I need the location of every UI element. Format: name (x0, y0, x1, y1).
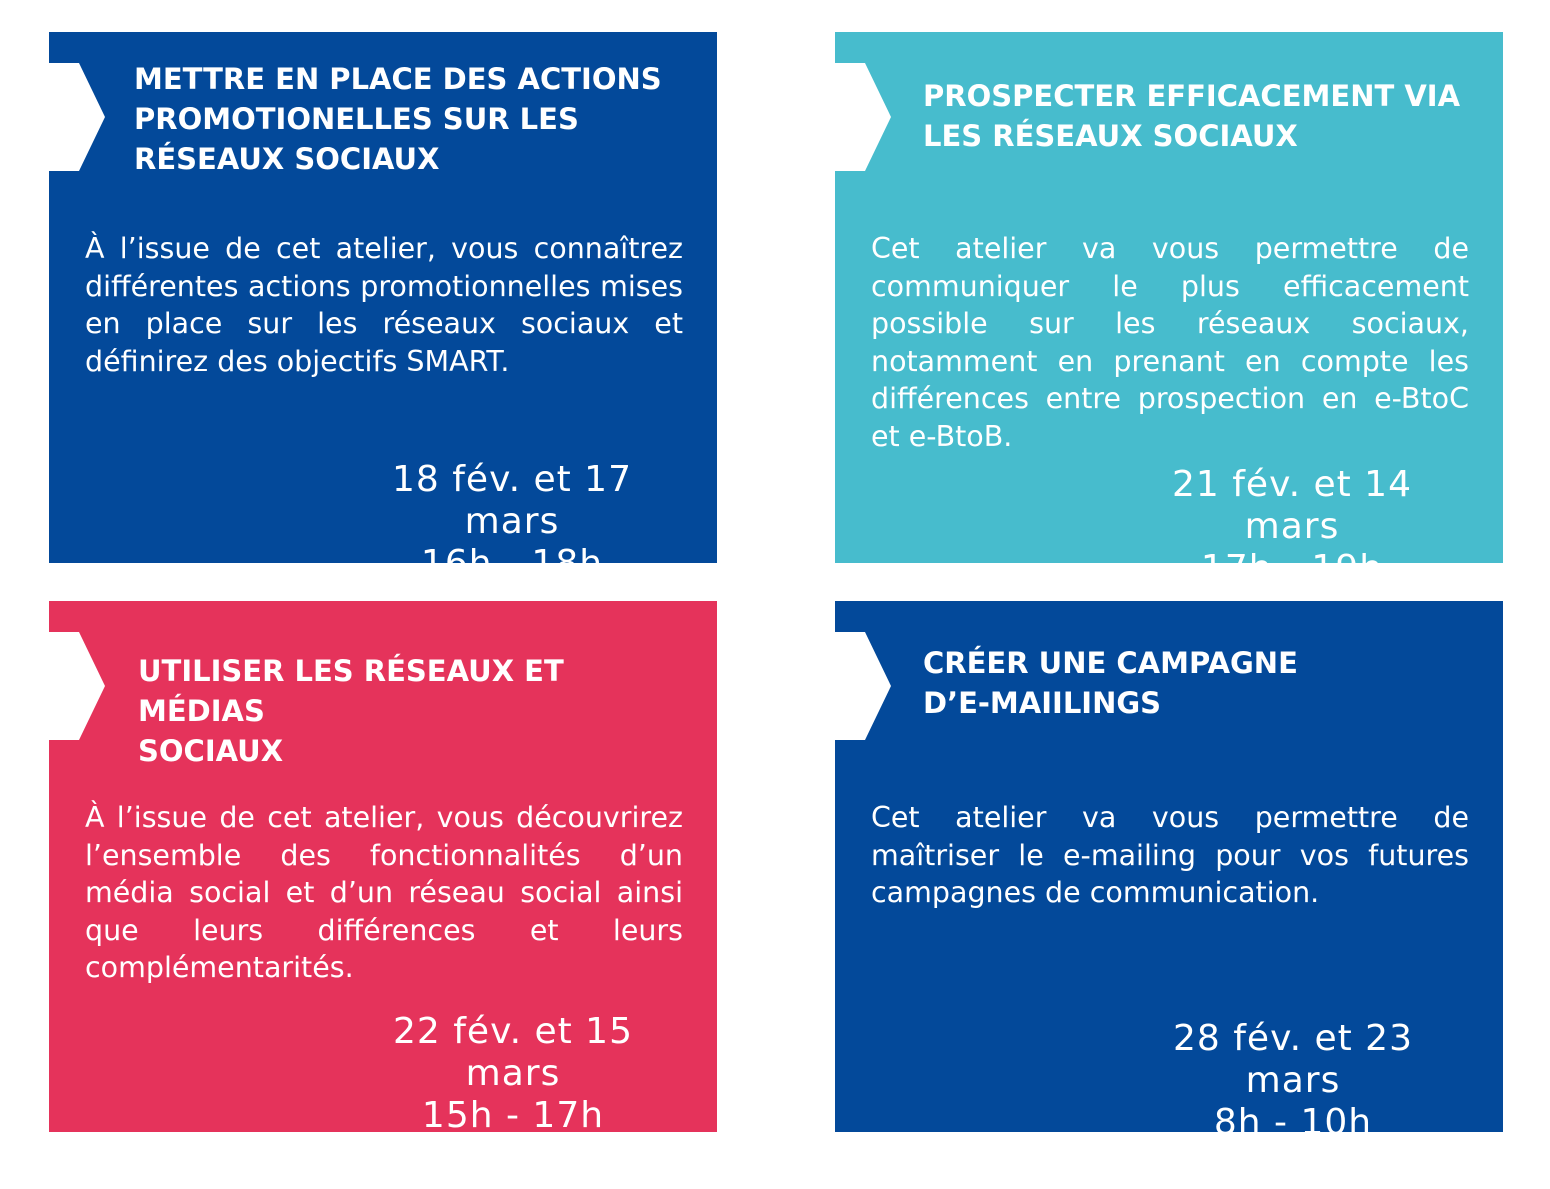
workshop-schedule (341, 1011, 685, 1137)
workshop-title: METTRE EN PLACE DES ACTIONS PROMOTIONELLES SUR LES RÉSEAUX SOCIAUX (134, 62, 662, 176)
workshop-card-emailing (835, 601, 1503, 1143)
workshop-schedule (339, 459, 685, 585)
arrow-tab-icon (835, 63, 891, 171)
workshop-hours: 17h - 19h (1200, 548, 1384, 589)
workshop-description: À l’issue de cet atelier, vous connaîtrez différentes actions promotionnelles mises en place sur les réseaux sociaux et définirez des objectifs SMART. (85, 232, 683, 378)
arrow-tab-icon (835, 632, 891, 740)
workshop-dates: 21 fév. et 14 mars (1172, 464, 1412, 547)
workshop-dates: 22 fév. et 15 mars (393, 1011, 633, 1094)
workshop-schedule (1121, 464, 1463, 590)
arrow-tab-icon (49, 63, 105, 171)
workshop-card-social-media (49, 601, 717, 1136)
workshop-title: PROSPECTER EFFICACEMENT VIA LES RÉSEAUX SOCIAUX (923, 79, 1461, 153)
workshop-dates: 18 fév. et 17 mars (392, 459, 632, 542)
workshop-card-prospecting (835, 32, 1503, 589)
arrow-tab-icon (49, 632, 105, 740)
workshop-hours: 8h - 10h (1213, 1102, 1373, 1143)
workshop-description: Cet atelier va vous permettre de maîtriser le e-mailing pour vos futures campagnes de communication. (871, 801, 1469, 910)
workshop-description: À l’issue de cet atelier, vous découvrirez l’ensemble des fonctionnalités d’un média social et d’un réseau social ainsi que leurs différences et leurs complémentarités. (85, 801, 683, 985)
workshop-title: CRÉER UNE CAMPAGNE D’E-MAIILINGS (923, 646, 1298, 720)
workshop-dates: 28 fév. et 23 mars (1173, 1018, 1413, 1101)
workshop-title: UTILISER LES RÉSEAUX ET MÉDIAS SOCIAUX (138, 654, 564, 768)
workshop-hours: 15h - 17h (421, 1095, 605, 1136)
workshop-schedule (1121, 1018, 1465, 1144)
workshop-card-promotional-actions (49, 32, 717, 584)
workshop-hours: 16h - 18h (420, 543, 604, 584)
workshop-description: Cet atelier va vous permettre de communiquer le plus efficacement possible sur les réseaux sociaux, notamment en prenant en compte les différences entre prospection en e-BtoC et e-BtoB. (871, 232, 1469, 453)
